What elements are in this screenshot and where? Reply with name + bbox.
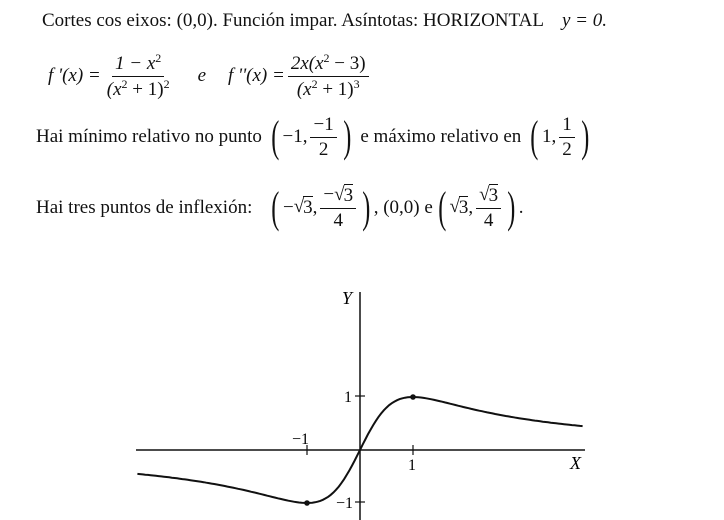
maximum-y-denominator: 2: [562, 138, 572, 160]
inflection-left-x-sign: −: [283, 196, 294, 218]
intro-text: Cortes cos eixos: (0,0). Función impar. Asíntotas: HORIZONTAL: [42, 10, 544, 31]
inflection-right-x-root: 3: [458, 197, 469, 219]
y-tick-label-pos-one: 1: [344, 389, 352, 406]
inflection-left-y-denominator: 4: [333, 209, 343, 231]
minimum-y-numerator: −1: [310, 114, 336, 138]
minimum-text: Hai mínimo relativo no punto: [36, 126, 262, 148]
minimum-point: ( −1, $\frac{-1}{2}$ ): [271, 112, 352, 162]
inflection-point-left: ( − √ 3 , − √ 3 4 ): [271, 182, 371, 232]
x-tick-label-pos-one: 1: [408, 457, 416, 474]
inflection-right-y-root: 3: [488, 185, 499, 206]
second-derivative-numerator-tail: − 3): [329, 53, 366, 74]
second-derivative-denominator-outer-exponent: 3: [353, 76, 360, 91]
inflection-left-y-root: 3: [343, 185, 354, 206]
maximum-y-numerator: 1: [559, 114, 575, 138]
inflection-left-y-sign: −: [323, 184, 335, 205]
x-axis-label: X: [570, 453, 581, 473]
inflection-end: .: [518, 196, 524, 218]
minimum-y-denominator: 2: [318, 138, 329, 160]
asymptote-equation: y = 0.: [561, 10, 607, 31]
minimum-x: −1,: [282, 126, 308, 148]
first-derivative-denominator-tail: + 1): [127, 78, 164, 100]
second-derivative-denominator-tail: + 1): [317, 78, 354, 100]
first-derivative-numerator-exponent: 2: [155, 51, 162, 65]
second-derivative-numerator: 2x(x: [290, 53, 324, 74]
first-derivative-denominator-outer-exponent: 2: [163, 76, 170, 91]
inflection-right-y-denominator: 4: [483, 209, 494, 231]
first-derivative-denominator-exponent: 2: [121, 76, 128, 91]
maximum-x: 1,: [541, 126, 557, 148]
inflection-text: Hai tres puntos de inflexión:: [36, 196, 253, 218]
inflection-middle: , (0,0) e: [373, 196, 433, 218]
second-derivative-denominator-exponent: 2: [311, 76, 318, 91]
second-derivative-label: f ''(x) =: [228, 65, 285, 87]
second-derivative-numerator-exponent: 2: [323, 51, 330, 65]
y-tick-label-neg-one: −1: [336, 495, 354, 512]
first-derivative-numerator: 1 − x: [115, 53, 156, 74]
y-axis-label: Y: [342, 288, 353, 308]
first-derivative-denominator: (x: [106, 78, 122, 100]
second-derivative-denominator: (x: [296, 78, 312, 100]
maximum-text: e máximo relativo en: [360, 126, 522, 148]
x-tick-label-neg-one: −1: [292, 431, 310, 448]
inflection-left-x-root: 3: [303, 197, 313, 219]
first-derivative-label: f '(x) =: [48, 65, 101, 87]
inflection-point-right: ( √ 3 , √ 3 4 ): [438, 182, 516, 232]
maximum-point: ( 1, $\frac{1}{2}$ ): [530, 112, 590, 162]
connector-e: e: [197, 65, 207, 87]
maximum-point-marker: [410, 394, 416, 400]
minimum-point-marker: [304, 500, 310, 506]
